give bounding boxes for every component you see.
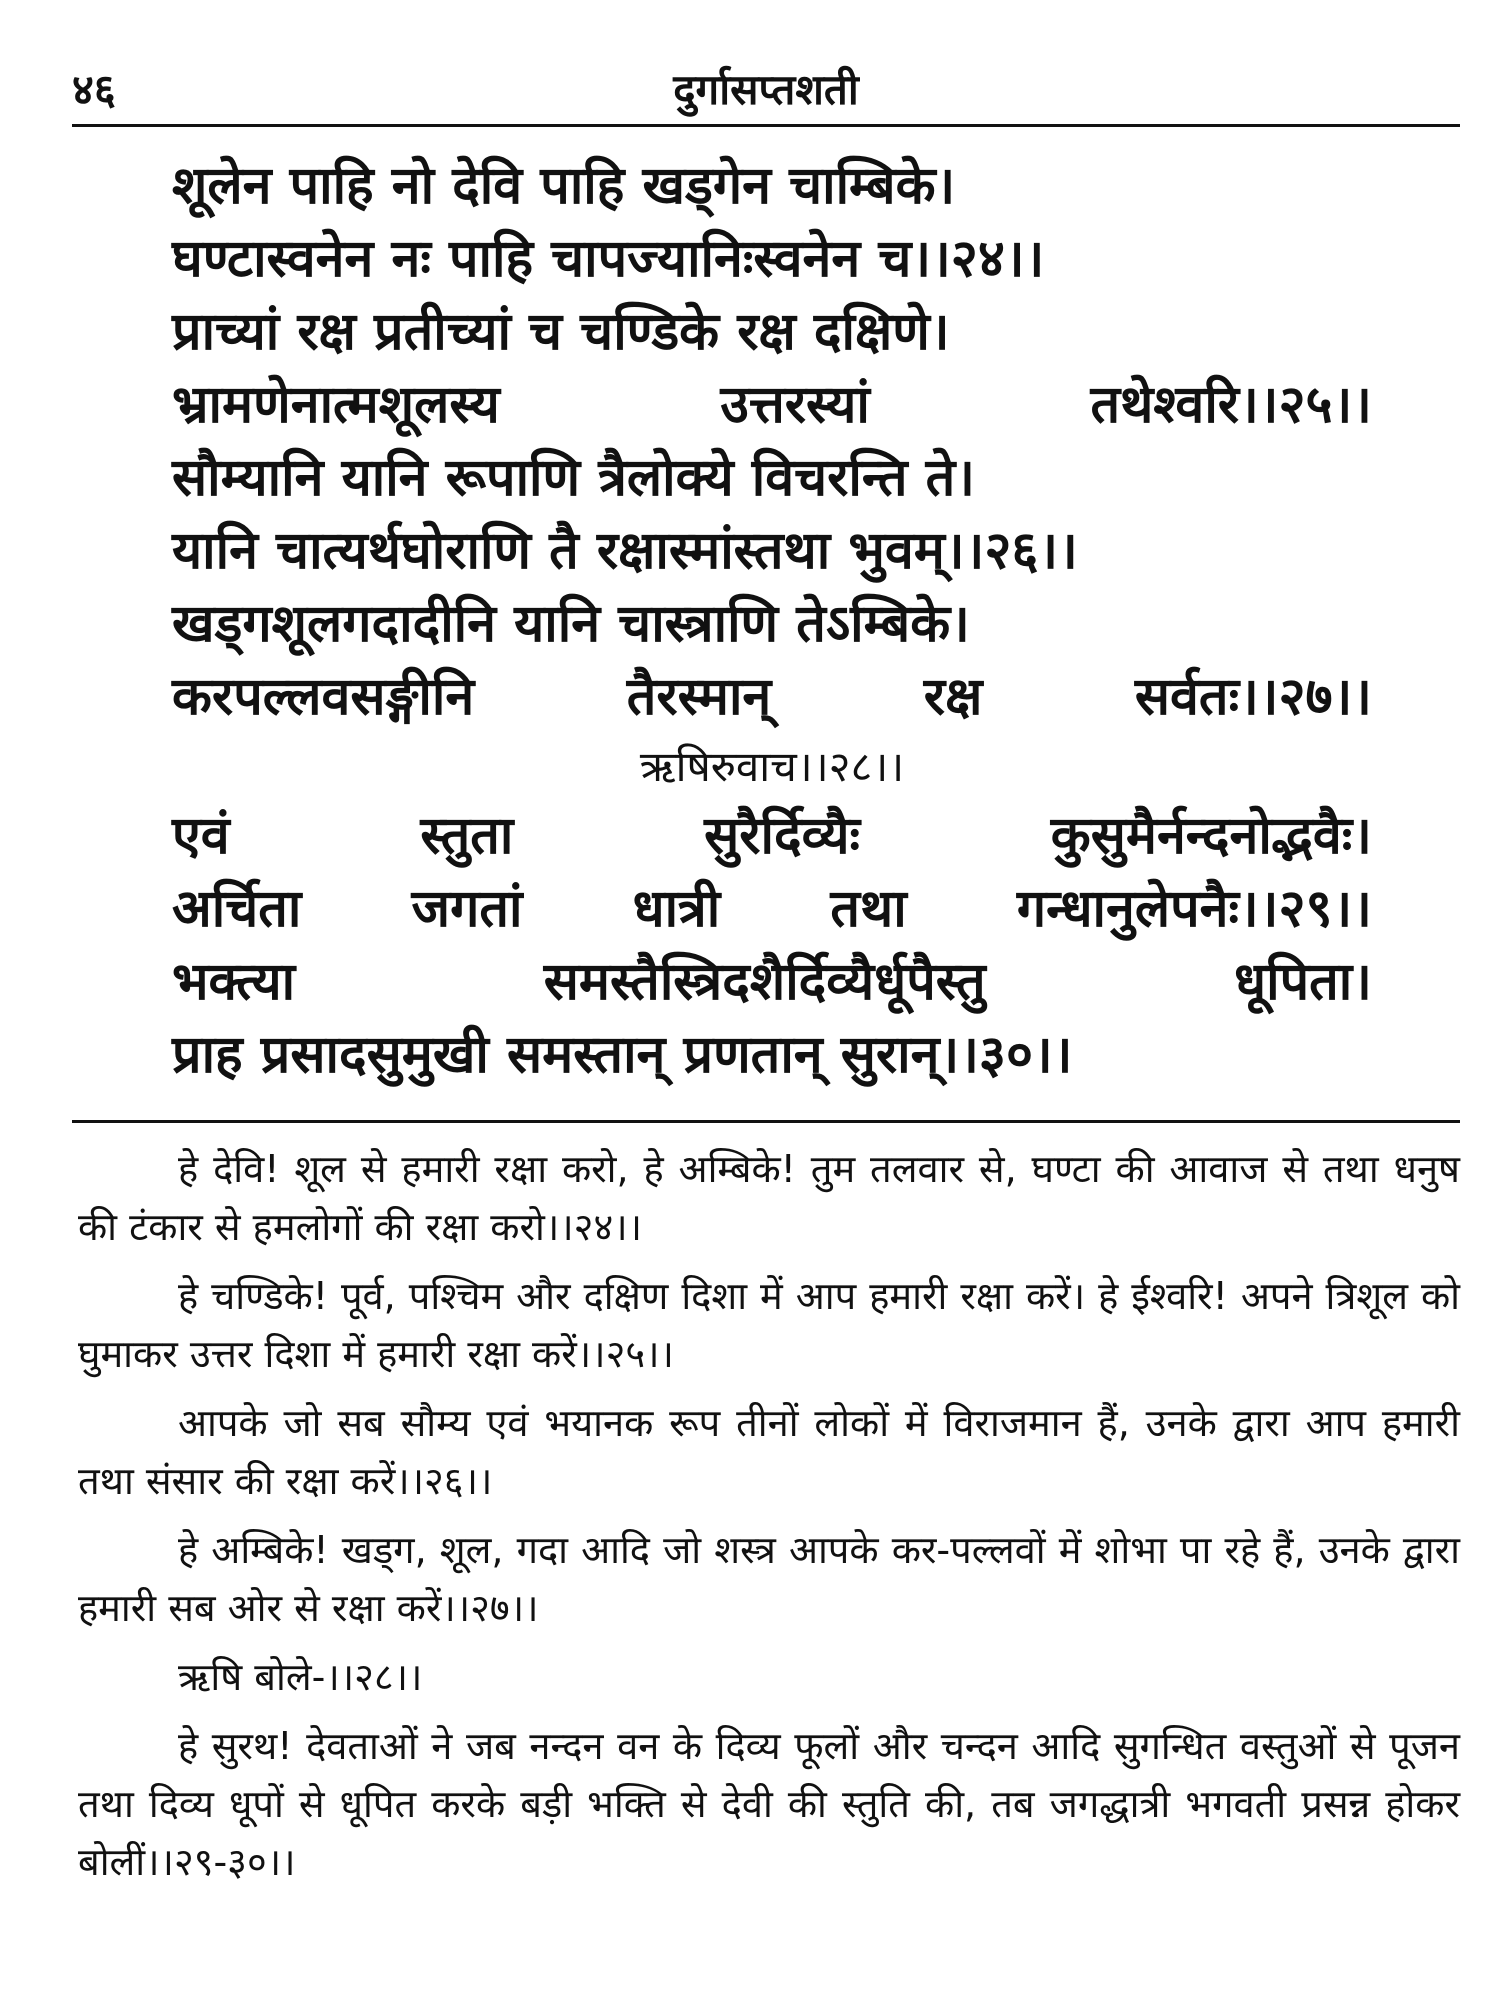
- verse-line: शूलेन पाहि नो देवि पाहि खड्गेन चाम्बिके।: [172, 156, 956, 216]
- verse-line: एवं स्तुता सुरैर्दिव्यैः कुसुमैर्नन्दनोद्भवैः।: [172, 806, 1372, 866]
- translation-paragraph: हे देवि! शूल से हमारी रक्षा करो, हे अम्बिके! तुम तलवार से, घण्टा की आवाज से तथा धनुष की टंकार से हमलोगों की रक्षा करो।।२४।।: [78, 1147, 1460, 1249]
- rishi-uvacha-heading: ऋषिरुवाच।।२८।।: [639, 742, 905, 791]
- verse-line: खड्गशूलगदादीनि यानि चास्त्राणि तेऽम्बिके।: [172, 594, 970, 654]
- translation-paragraph: हे चण्डिके! पूर्व, पश्चिम और दक्षिण दिशा में आप हमारी रक्षा करें। हे ईश्वरि! अपने त्रिशूल को घुमाकर उत्तर दिशा में हमारी रक्षा करें।।२५।।: [78, 1274, 1460, 1376]
- page-header: [72, 60, 1460, 130]
- translation-paragraph: हे सुरथ! देवताओं ने जब नन्दन वन के दिव्य फूलों और चन्दन आदि सुगन्धित वस्तुओं से पूजन तथा दिव्य धूपों से धूपित करके बड़ी भक्ति से देवी की स्तुति की, तब जगद्धात्री भगवती प्रसन्न होकर बोलीं।।२९-३०।।: [78, 1724, 1460, 1884]
- page-number: ४६: [72, 65, 116, 114]
- verse-line: यानि चात्यर्थघोराणि तै रक्षास्मांस्तथा भुवम्।।२६।।: [172, 521, 1078, 581]
- verse-line: करपल्लवसङ्गीनि तैरस्मान् रक्ष सर्वतः।।२७।।: [172, 667, 1372, 727]
- verse-line: भक्त्या समस्तैस्त्रिदशैर्दिव्यैर्धूपैस्तु धूपिता।: [172, 952, 1372, 1012]
- verse-line: घण्टास्वनेन नः पाहि चापज्यानिःस्वनेन च।।२४।।: [172, 229, 1045, 289]
- verse-line: प्राच्यां रक्ष प्रतीच्यां च चण्डिके रक्ष दक्षिणे।: [172, 302, 950, 362]
- section-divider: [72, 1120, 1460, 1123]
- translation-paragraph: हे अम्बिके! खड्ग, शूल, गदा आदि जो शस्त्र आपके कर-पल्लवों में शोभा पा रहे हैं, उनके द्वारा हमारी सब ओर से रक्षा करें।।२७।।: [78, 1528, 1460, 1630]
- translation-paragraph: आपके जो सब सौम्य एवं भयानक रूप तीनों लोकों में विराजमान हैं, उनके द्वारा आप हमारी तथा संसार की रक्षा करें।।२६।।: [78, 1401, 1460, 1503]
- sanskrit-verses: [172, 150, 1372, 1092]
- verse-line: भ्रामणेनात्मशूलस्य उत्तरस्यां तथेश्वरि।।२५।।: [172, 375, 1372, 435]
- running-title: दुर्गासप्तशती: [673, 65, 859, 114]
- verse-line: सौम्यानि यानि रूपाणि त्रैलोक्ये विचरन्ति ते।: [172, 448, 975, 508]
- translation-paragraph: ऋषि बोले-।।२८।।: [178, 1655, 423, 1699]
- verse-line: प्राह प्रसादसुमुखी समस्तान् प्रणतान् सुरान्।।३०।।: [172, 1025, 1073, 1085]
- verse-line: अर्चिता जगतां धात्री तथा गन्धानुलेपनैः।।२९।।: [172, 879, 1372, 939]
- hindi-translation: [78, 1140, 1460, 1902]
- header-rule: [72, 124, 1460, 127]
